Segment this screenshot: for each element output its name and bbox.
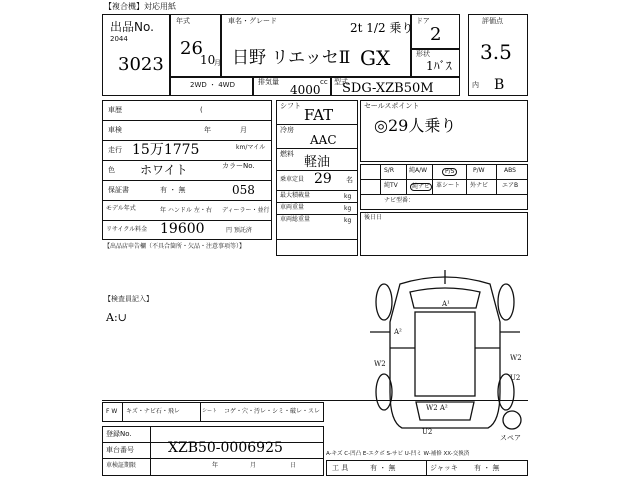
interior-label: 内 xyxy=(472,81,479,89)
opt-navi: 純ナビ xyxy=(412,183,431,190)
shift-value: FAT xyxy=(304,106,334,124)
spare-tire-icon xyxy=(500,408,524,432)
mileage-unit: km/マイル xyxy=(236,144,266,151)
tools-value: 有 ・ 無 xyxy=(370,464,396,472)
steering-label: 車歴 xyxy=(108,106,122,114)
displacement-label: 排気量 xyxy=(258,78,279,86)
color-no-label: カラーNo. xyxy=(222,162,255,170)
color-label: 色 xyxy=(108,166,115,174)
mark-w2-left: W2 xyxy=(374,360,386,368)
opt-abs: ABS xyxy=(504,167,516,174)
opt-airbag: エアB xyxy=(502,182,519,189)
sales-point-label: セールスポイント xyxy=(364,102,420,110)
door-label: ドア xyxy=(416,17,430,25)
cabin-box xyxy=(415,312,475,396)
mark-w2-right: W2 xyxy=(510,354,522,362)
fuel-label: 燃料 xyxy=(280,150,294,158)
seats-note: 2t 1/2 乗り xyxy=(350,21,414,35)
navi-label: ナビ型番： xyxy=(384,197,415,204)
chassis-value: XZB50-0006925 xyxy=(168,440,283,456)
year-value: 26 xyxy=(180,38,203,59)
recycle-value: 19600 xyxy=(160,221,205,237)
load-unit: kg xyxy=(344,193,352,200)
ac-label: 冷房 xyxy=(280,126,294,134)
tools-label: 工 具 xyxy=(332,464,349,472)
handle-label: 年 ハンドル 左・右 xyxy=(160,207,212,214)
opt-sr: S/R xyxy=(384,167,394,174)
month-unit: 月 xyxy=(214,59,221,67)
evaluation-label: 評価点 xyxy=(482,17,503,25)
opt-aw: 純A/W xyxy=(409,167,428,174)
notice-label: 【出品店申告欄（不具合箇所・欠品・注意事項等）】 xyxy=(104,243,246,250)
capacity-unit: 名 xyxy=(346,176,353,184)
opt-ext-navi: 外ナビ xyxy=(470,182,489,189)
spare-label: スペア xyxy=(500,434,521,442)
wheel-front-left xyxy=(376,284,392,320)
shape-value: 1ﾊﾞｽ xyxy=(426,59,452,73)
recycle-unit: 円 預託済 xyxy=(226,227,252,234)
weight-unit: kg xyxy=(344,205,352,212)
warranty-value: 有 ・ 無 xyxy=(160,186,186,194)
capacity-label: 乗車定員 xyxy=(280,176,305,183)
inspection-year: 年 xyxy=(204,126,211,134)
form-title: 【複合機】対応用紙 xyxy=(104,2,176,11)
model-name: 日野 リエッセⅡ xyxy=(232,48,351,68)
lot-number: 3023 xyxy=(118,54,164,75)
seat-label: シート xyxy=(202,408,218,414)
cert-day: 日 xyxy=(290,462,297,469)
year-label: 年式 xyxy=(176,17,190,25)
inspection-month: 月 xyxy=(240,126,247,134)
extra-label: 後日日 xyxy=(364,214,383,221)
mark-w2a2-rear: W2 A² xyxy=(426,404,448,412)
mark-u2-right: U2 xyxy=(510,374,521,382)
mark-a1: A¹ xyxy=(442,300,450,308)
reg-label: 登録No. xyxy=(106,430,132,438)
steering-value: ( xyxy=(200,106,203,114)
dealer-label: ディーラー・並行 xyxy=(222,207,270,214)
opt-tv: 純TV xyxy=(384,182,398,189)
lot-sub-code: 2044 xyxy=(110,35,128,43)
damage-legend: A-キズ C-凹凸 E-エクボ S-サビ U-凹ミ W-補修 XX-交換済 xyxy=(326,451,470,457)
inspector-label: 【検査員記入】 xyxy=(104,295,153,303)
mileage-value: 15万1775 xyxy=(132,142,200,158)
model-year-label: モデル年式 xyxy=(106,205,136,212)
gross-label: 車両総重量 xyxy=(280,216,311,223)
seat-items: コゲ・穴・汚レ・シミ・破レ・スレ xyxy=(224,408,321,415)
type-label: 型式 xyxy=(334,78,348,86)
interior-value: B xyxy=(494,77,505,93)
chassis-label: 車台番号 xyxy=(106,446,134,454)
jack-label: ジャッキ xyxy=(430,464,458,472)
fw-label: F W xyxy=(106,408,118,415)
evaluation-score: 3.5 xyxy=(480,40,512,64)
type-value: SDG-XZB50M xyxy=(342,81,434,96)
fw-items: キズ・ナビ石・飛レ xyxy=(126,408,180,415)
fuel-value: 軽油 xyxy=(304,155,331,170)
displacement-unit: cc xyxy=(320,78,328,86)
recycle-label: リサイクル料金 xyxy=(106,226,148,233)
month-value: 10 xyxy=(200,53,216,67)
cert-month: 月 xyxy=(250,462,257,469)
cert-year: 年 xyxy=(212,462,219,469)
cert-label: 車検証期限 xyxy=(106,462,137,469)
inspector-note: A:∪ xyxy=(106,311,127,324)
drive-label: 2WD ・ 4WD xyxy=(190,81,235,89)
grade: GX xyxy=(360,46,391,70)
ac-value: AAC xyxy=(310,133,337,147)
mark-a2: A² xyxy=(394,328,402,336)
color-value: ホワイト xyxy=(140,163,188,177)
jack-value: 有 ・ 無 xyxy=(474,464,500,472)
lot-label: 出品No. xyxy=(110,20,154,34)
expiry-box xyxy=(276,240,358,256)
opt-pw: P/W xyxy=(473,167,485,174)
capacity-value: 29 xyxy=(314,171,332,187)
mark-u2-bottom: U2 xyxy=(422,428,433,436)
wheel-front-right xyxy=(498,284,514,320)
inspection-label: 車検 xyxy=(108,126,122,134)
sales-point-value: ◎29人乗り xyxy=(374,116,457,135)
shift-label: シフト xyxy=(280,102,301,110)
warranty-label: 保証書 xyxy=(108,186,129,194)
door-value: 2 xyxy=(430,24,442,45)
gross-unit: kg xyxy=(344,217,352,224)
weight-label: 車両重量 xyxy=(280,204,305,211)
color-no-value: 058 xyxy=(232,183,255,197)
displacement-value: 4000 xyxy=(290,83,321,97)
opt-seat: 革シート xyxy=(436,182,461,189)
load-label: 最大積載量 xyxy=(280,192,311,199)
opt-ps: P/S xyxy=(442,168,457,176)
extra-box xyxy=(360,212,528,256)
name-label: 車名・グレード xyxy=(228,17,277,25)
shape-label: 形状 xyxy=(416,50,430,58)
mileage-label: 走行 xyxy=(108,146,122,154)
